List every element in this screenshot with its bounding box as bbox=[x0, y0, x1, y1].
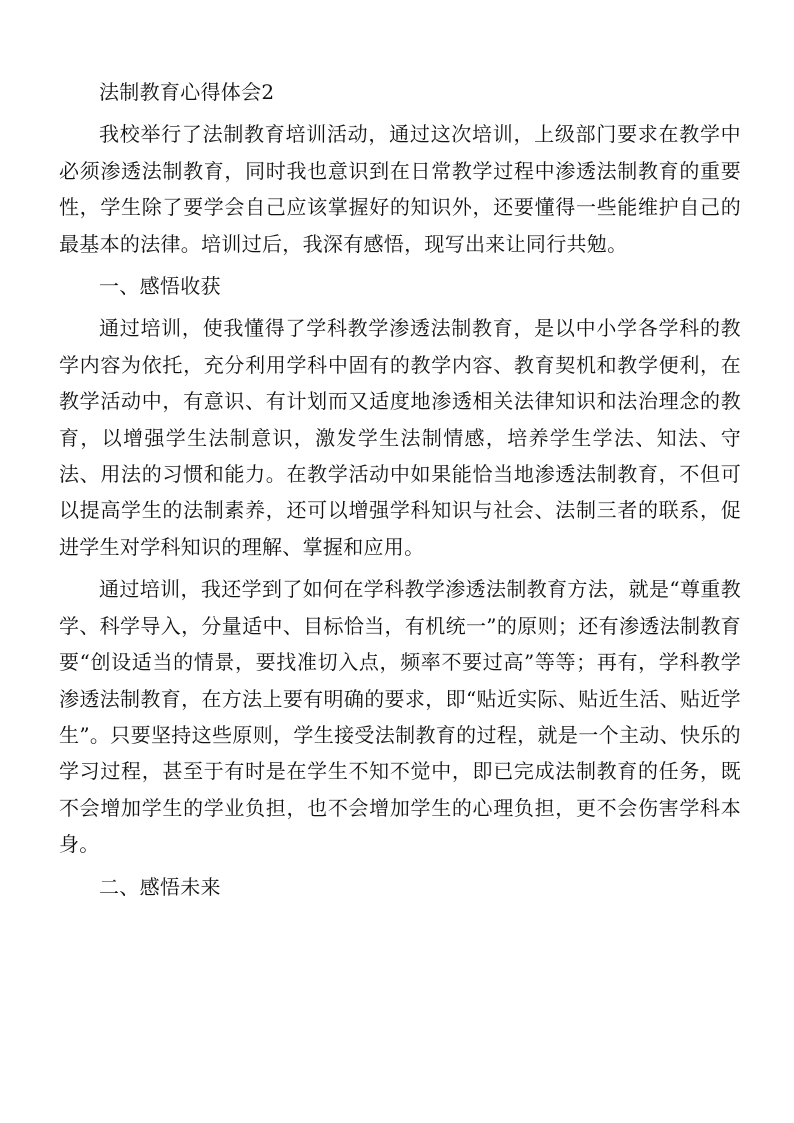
document-page bbox=[59, 74, 741, 911]
section-heading-2: 二、感悟未来 bbox=[99, 874, 221, 899]
document-title: 法制教育心得体会2 bbox=[99, 80, 275, 104]
body-paragraph-1: 通过培训，使我懂得了学科教学渗透法制教育，是以中小学各学科的教学内容为依托，充分利用学科中固有的教学内容、教育契机和教学便利，在教学活动中，有意识、有计划而又适度地渗透相关法律知识和法治理念的教育，以增强学生法制意识，激发学生法制情感，培养学生学法、知法、守法、用法的习惯和能力。在教学活动中如果能恰当地渗透法制教育，不但可以提高学生的法制素养，还可以增强学科知识与社会、法制三者的联系，促进学生对学科知识的理解、掌握和应用。 bbox=[59, 316, 741, 559]
intro-paragraph: 我校举行了法制教育培训活动，通过这次培训，上级部门要求在教学中必须渗透法制教育，同时我也意识到在日常教学过程中渗透法制教育的重要性，学生除了要学会自己应该掌握好的知识外，还要懂得一些能维护自己的最基本的法律。培训过后，我深有感悟，现写出来让同行共勉。 bbox=[59, 122, 741, 256]
body-paragraph-2: 通过培训，我还学到了如何在学科教学渗透法制教育方法，就是“尊重教学、科学导入，分量适中、目标恰当，有机统一”的原则；还有渗透法制教育要“创设适当的情景，要找准切入点，频率不要过高”等等；再有，学科教学渗透法制教育，在方法上要有明确的要求，即“贴近实际、贴近生活、贴近学生”。只要坚持这些原则，学生接受法制教育的过程，就是一个主动、快乐的学习过程，甚至于有时是在学生不知不觉中，即已完成法制教育的任务，既不会增加学生的学业负担，也不会增加学生的心理负担，更不会伤害学科本身。 bbox=[59, 577, 741, 857]
section-heading-1: 一、感悟收获 bbox=[99, 274, 221, 299]
